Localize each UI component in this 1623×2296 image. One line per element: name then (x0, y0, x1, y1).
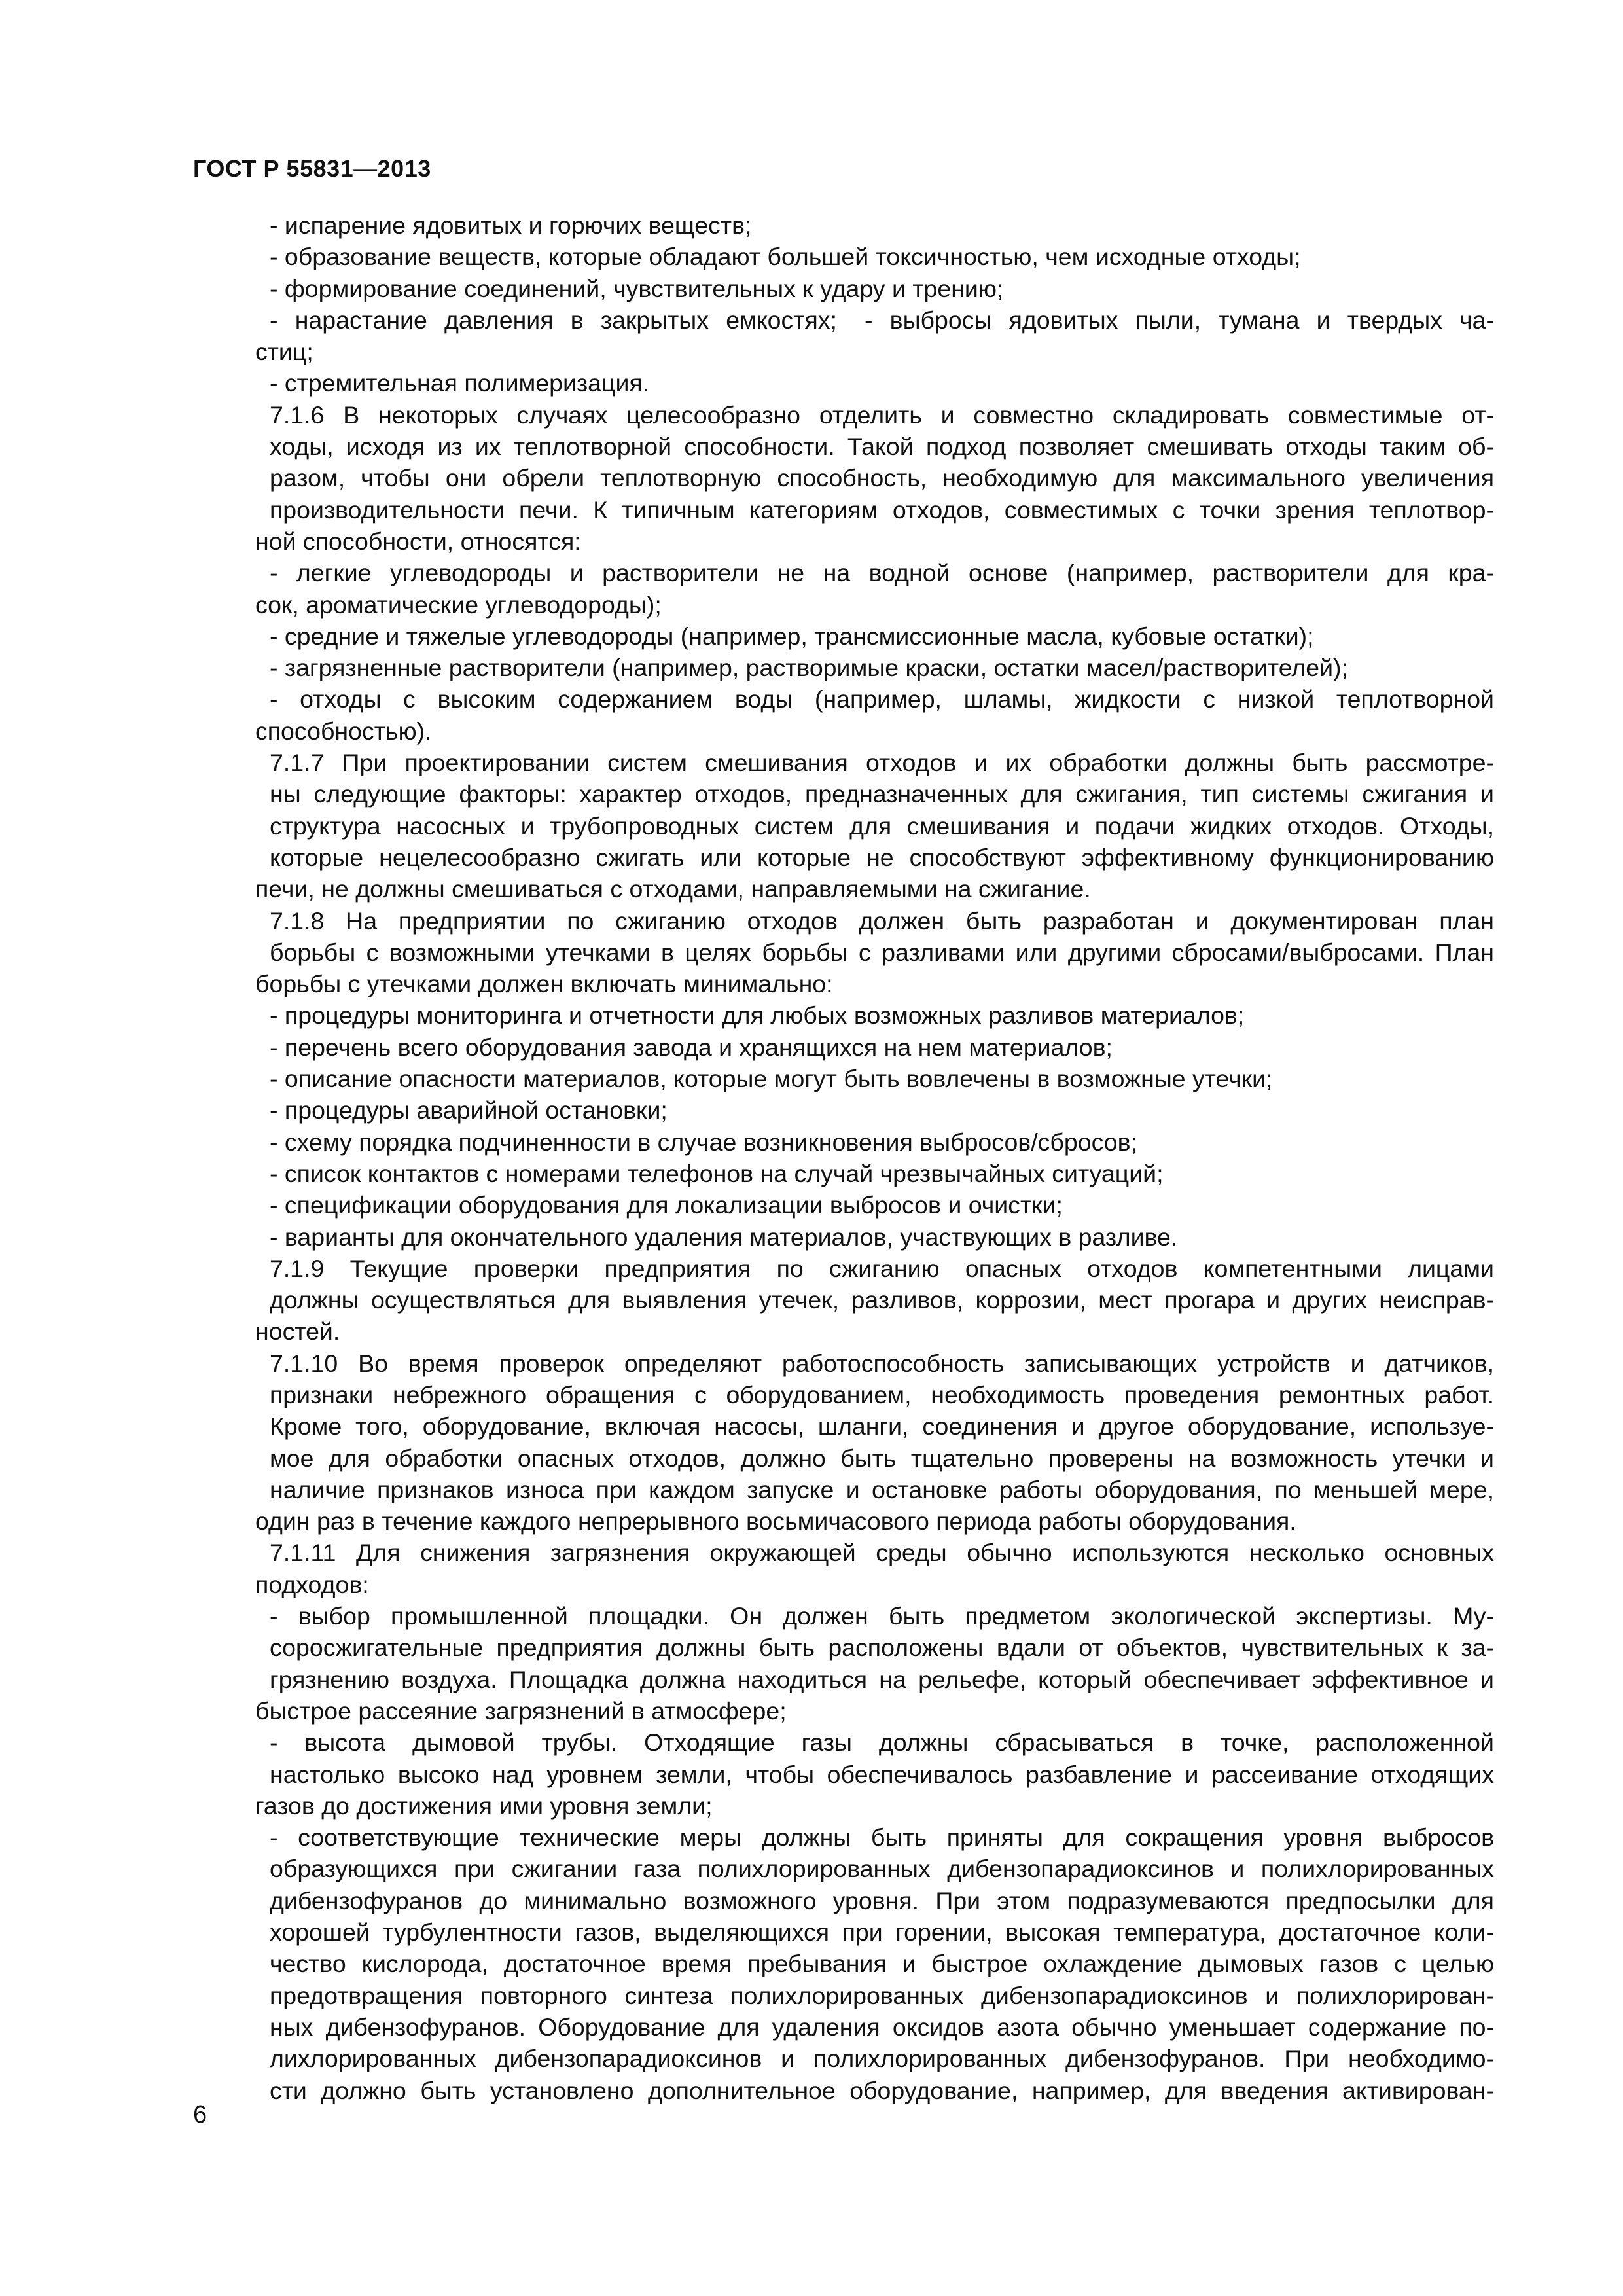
text-line: - высота дымовой трубы. Отходящие газы должны сбрасываться в точке, расположенной (270, 1729, 1494, 1757)
text-line: печи, не должны смешиваться с отходами, направляемыми на сжигание. (255, 875, 1091, 903)
text-line: Кроме того, оборудование, включая насосы, шланги, соединения и другое оборудование, используе- (270, 1412, 1494, 1441)
text-line: - средние и тяжелые углеводороды (например, трансмиссионные масла, кубовые остатки); (270, 622, 1314, 650)
text-line: газов до достижения ими уровня земли; (255, 1791, 713, 1820)
text-line: - испарение ядовитых и горючих веществ; (270, 211, 752, 239)
text-line: которые нецелесообразно сжигать или которые не способствуют эффективному функционированию (270, 843, 1494, 871)
text-line: борьбы с возможными утечками в целях борьбы с разливами или другими сбросами/выбросами. План (270, 938, 1494, 966)
text-line: один раз в течение каждого непрерывного восьмичасового периода работы оборудования. (255, 1507, 1296, 1535)
text-line: 7.1.6 В некоторых случаях целесообразно отделить и совместно складировать совместимые от- (270, 401, 1494, 429)
text-line: сок, ароматические углеводороды); (255, 590, 662, 619)
text-line: - перечень всего оборудования завода и хранящихся на нем материалов; (270, 1033, 1113, 1061)
page-header: ГОСТ Р 55831—2013 (193, 155, 431, 182)
text-line: ностей. (255, 1318, 340, 1346)
text-line: - легкие углеводороды и растворители не на водной основе (например, растворители для кра- (270, 559, 1494, 587)
text-line: 7.1.8 На предприятии по сжиганию отходов должен быть разработан и документирован план (270, 906, 1494, 935)
text-line: образующихся при сжигании газа полихлорированных дибензопарадиоксинов и полихлорированных (270, 1855, 1494, 1883)
text-line: - список контактов с номерами телефонов на случай чрезвычайных ситуаций; (270, 1159, 1164, 1187)
text-line: 7.1.7 При проектировании систем смешивания отходов и их обработки должны быть рассмотре- (270, 749, 1494, 777)
text-line: структура насосных и трубопроводных систем для смешивания и подачи жидких отходов. Отходы, (270, 812, 1494, 840)
text-line: хорошей турбулентности газов, выделяющихся при горении, высокая температура, достаточное коли- (270, 1918, 1494, 1946)
text-line: - стремительная полимеризация. (270, 369, 650, 397)
text-line: предотвращения повторного синтеза полихлорированных дибензопарадиоксинов и полихлорирован- (270, 1981, 1494, 2009)
text-line: дибензофуранов до минимально возможного уровня. При этом подразумеваются предпосылки для (270, 1886, 1494, 1914)
text-line: мое для обработки опасных отходов, должно быть тщательно проверены на возможность утечки и (270, 1444, 1494, 1472)
text-line: наличие признаков износа при каждом запуске и остановке работы оборудования, по меньшей мере, (270, 1475, 1494, 1503)
text-line: борьбы с утечками должен включать минимально: (255, 970, 833, 998)
text-segment: - нарастание давления в закрытых емкостях; (270, 306, 837, 334)
text-line: - образование веществ, которые обладают большей токсичностью, чем исходные отходы; (270, 243, 1301, 271)
text-line: ной способности, относятся: (255, 527, 581, 555)
text-line: - выбор промышленной площадки. Он должен быть предметом экологической экспертизы. Му- (270, 1602, 1494, 1630)
text-segment: - выбросы ядовитых пыли, тумана и твердых ча- (864, 306, 1494, 334)
text-line: разом, чтобы они обрели теплотворную способность, необходимую для максимального увеличения (270, 464, 1494, 492)
text-line: 7.1.10 Во время проверок определяют работоспособность записывающих устройств и датчиков, (270, 1349, 1494, 1377)
text-line: ходы, исходя из их теплотворной способности. Такой подход позволяет смешивать отходы таким об- (270, 433, 1494, 461)
text-line: сти должно быть установлено дополнительное оборудование, например, для введения активирован- (270, 2076, 1494, 2104)
text-line: соросжигательные предприятия должны быть расположены вдали от объектов, чувствительных к за- (270, 1634, 1494, 1662)
text-line: стиц; (255, 338, 313, 366)
text-line: быстрое рассеяние загрязнений в атмосфере; (255, 1696, 787, 1725)
text-line: должны осуществляться для выявления утечек, разливов, коррозии, мест прогара и других неисправ- (270, 1286, 1494, 1314)
text-line: - загрязненные растворители (например, растворимые краски, остатки масел/растворителей); (270, 654, 1348, 682)
text-line: лихлорированных дибензопарадиоксинов и полихлорированных дибензофуранов. При необходимо- (270, 2045, 1494, 2073)
text-line: 7.1.11 Для снижения загрязнения окружающей среды обычно используются несколько основных (270, 1539, 1494, 1567)
text-line: чество кислорода, достаточное время пребывания и быстрое охлаждение дымовых газов с целью (270, 1950, 1494, 1978)
text-line: - процедуры аварийной остановки; (270, 1096, 668, 1124)
text-line: - соответствующие технические меры должны быть приняты для сокращения уровня выбросов (270, 1823, 1494, 1852)
text-line: - формирование соединений, чувствительных к удару и трению; (270, 274, 1004, 302)
text-line: грязнению воздуха. Площадка должна находиться на рельефе, который обеспечивает эффективное и (270, 1665, 1494, 1693)
text-line: производительности печи. К типичным категориям отходов, совместимых с точки зрения теплотвор- (270, 495, 1494, 524)
text-line: - описание опасности материалов, которые могут быть вовлечены в возможные утечки; (270, 1065, 1273, 1093)
text-line: ны следующие факторы: характер отходов, предназначенных для сжигания, тип системы сжигания и (270, 780, 1494, 808)
document-body (255, 209, 1494, 2106)
text-line: 7.1.9 Текущие проверки предприятия по сжиганию опасных отходов компетентными лицами (270, 1254, 1494, 1282)
text-line: - процедуры мониторинга и отчетности для любых возможных разливов материалов; (270, 1001, 1245, 1030)
text-line (255, 304, 1494, 336)
text-line: признаки небрежного обращения с оборудованием, необходимость проведения ремонтных работ. (270, 1380, 1494, 1408)
text-line: способностью). (255, 717, 432, 745)
text-line: - спецификации оборудования для локализации выбросов и очистки; (270, 1191, 1063, 1219)
page-number: 6 (193, 2101, 207, 2128)
text-line: подходов: (255, 1570, 369, 1598)
text-line: - варианты для окончательного удаления материалов, участвующих в разливе. (270, 1223, 1178, 1251)
text-line: ных дибензофуранов. Оборудование для удаления оксидов азота обычно уменьшает содержание по- (270, 2013, 1494, 2041)
text-line: настолько высоко над уровнем земли, чтобы обеспечивалось разбавление и рассеивание отходящих (270, 1760, 1494, 1788)
text-line: - отходы с высоким содержанием воды (например, шламы, жидкости с низкой теплотворной (270, 685, 1494, 713)
text-line: - схему порядка подчиненности в случае возникновения выбросов/сбросов; (270, 1128, 1137, 1156)
